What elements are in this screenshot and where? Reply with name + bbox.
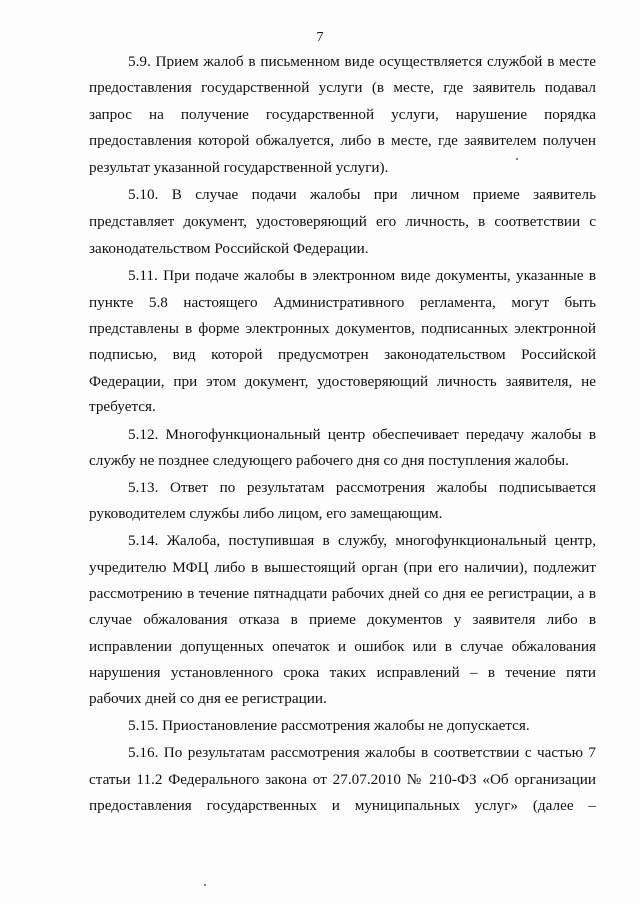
text-line: Федерации, при этом документ, удостоверяющий личность заявителя, не bbox=[89, 373, 596, 390]
text-line: 5.14. Жалоба, поступившая в службу, многофункциональный центр, bbox=[128, 532, 596, 549]
text-line: 5.12. Многофункциональный центр обеспечивает передачу жалобы в bbox=[128, 426, 596, 443]
scan-speck bbox=[516, 158, 518, 160]
scan-speck bbox=[204, 884, 206, 886]
text-line: 5.13. Ответ по результатам рассмотрения жалобы подписывается bbox=[128, 479, 596, 496]
text-line: учредителю МФЦ либо в вышестоящий орган (при его наличии), подлежит bbox=[89, 559, 596, 576]
text-line: представлены в форме электронных документов, подписанных электронной bbox=[89, 320, 596, 337]
text-line: 5.11. При подаче жалобы в электронном виде документы, указанные в bbox=[128, 267, 596, 284]
text-line: представляет документ, удостоверяющий его личность, в соответствии с bbox=[89, 213, 596, 230]
text-line: требуется. bbox=[89, 398, 156, 415]
text-line: нарушения установленного срока таких исправлений – в течение пяти bbox=[89, 664, 596, 681]
text-line: 5.15. Приостановление рассмотрения жалобы не допускается. bbox=[128, 717, 530, 734]
text-line: исправлении допущенных опечаток и ошибок или в случае обжалования bbox=[89, 638, 596, 655]
text-line: случае обжалования отказа в приеме документов у заявителя либо в bbox=[89, 611, 596, 628]
text-line: предоставления государственной услуги (в месте, где заявитель подавал bbox=[89, 79, 596, 96]
text-line: руководителем службы либо лицом, его замещающим. bbox=[89, 505, 443, 522]
text-line: службу не позднее следующего рабочего дня со дня поступления жалобы. bbox=[89, 452, 569, 469]
text-line: рассмотрению в течение пятнадцати рабочих дней со дня ее регистрации, а в bbox=[89, 585, 596, 602]
text-line: статьи 11.2 Федерального закона от 27.07.2010 № 210-ФЗ «Об организации bbox=[89, 771, 596, 788]
text-line: 5.10. В случае подачи жалобы при личном приеме заявитель bbox=[128, 186, 596, 203]
text-line: 5.9. Прием жалоб в письменном виде осуществляется службой в месте bbox=[128, 53, 596, 70]
text-line: законодательством Российской Федерации. bbox=[89, 240, 369, 257]
text-line: предоставления которой обжалуется, либо в месте, где заявителем получен bbox=[89, 132, 596, 149]
page-number: 7 bbox=[316, 30, 324, 45]
text-line: рабочих дней со дня ее регистрации. bbox=[89, 690, 327, 707]
text-line: 5.16. По результатам рассмотрения жалобы в соответствии с частью 7 bbox=[128, 744, 596, 761]
text-line: пункте 5.8 настоящего Административного регламента, могут быть bbox=[89, 294, 596, 311]
text-line: предоставления государственных и муниципальных услуг» (далее – bbox=[89, 797, 596, 814]
text-line: подписью, вид которой предусмотрен законодательством Российской bbox=[89, 346, 596, 363]
text-line: результат указанной государственной услуги). bbox=[89, 159, 389, 176]
text-line: запрос на получение государственной услуги, нарушение порядка bbox=[89, 106, 596, 123]
